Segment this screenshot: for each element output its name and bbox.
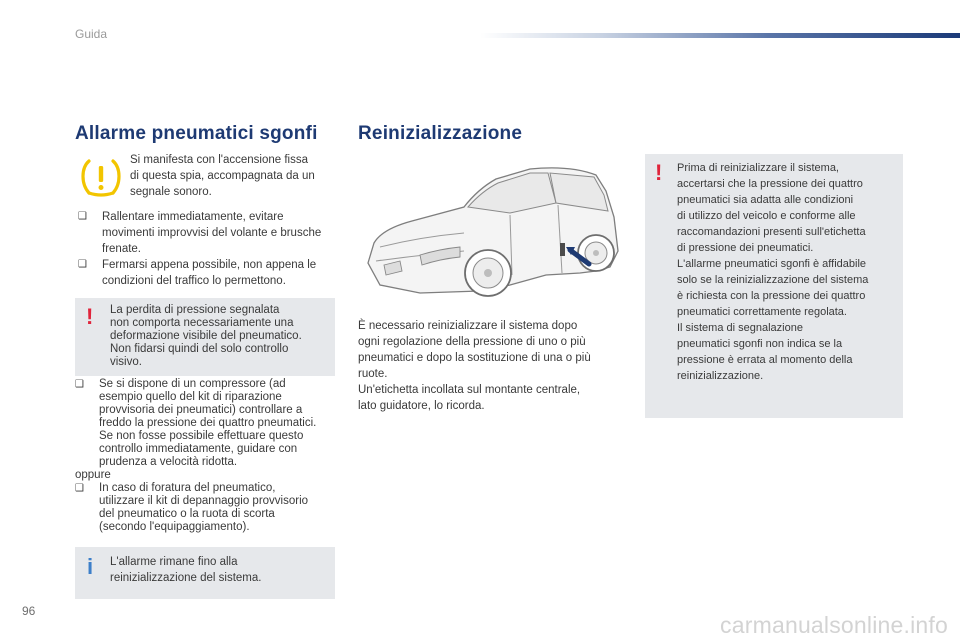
title-allarme: Allarme pneumatici sgonfi bbox=[75, 123, 318, 144]
info-note-text: L'allarme rimane fino alla reinizializzazione del sistema. bbox=[110, 556, 262, 584]
checkbox-bullet-icon: ❑ bbox=[75, 483, 84, 494]
checkbox-bullet-icon: ❑ bbox=[78, 259, 87, 270]
car-illustration bbox=[360, 155, 622, 305]
intro-text: Si manifesta con l'accensione fissa di questa spia, accompagnata da un segnale sonoro. bbox=[130, 154, 315, 198]
title-reinizializzazione: Reinizializzazione bbox=[358, 123, 523, 144]
bullet-list-1 bbox=[78, 209, 340, 289]
exclamation-mark-icon: ! bbox=[86, 304, 94, 329]
list-item: ❑ Rallentare immediatamente, evitare movimenti improvvisi del volante e brusche frenate. bbox=[78, 211, 322, 255]
bullet-list-2 bbox=[75, 378, 340, 534]
checkbox-bullet-icon: ❑ bbox=[75, 379, 84, 390]
list-item: ❑ Se si dispone di un compressore (ad esempio quello del kit di riparazione provvisoria dei pneumatici) controllare a freddo la pressione dei quattro pneumatici. Se non fosse possibile effettuare questo controllo immediatamente, guidare con prudenza a velocità ridotta. bbox=[75, 378, 317, 468]
page-number: 96 bbox=[22, 604, 36, 618]
exclamation-mark-icon: ! bbox=[655, 160, 663, 185]
list-item: ❑ In caso di foratura del pneumatico, utilizzare il kit di depannaggio provvisorio del pneumatico o la ruota di scorta (secondo l'equipaggiamento). bbox=[75, 482, 309, 533]
reset-warning-text: Prima di reinizializzare il sistema, accertarsi che la pressione dei quattro pneumatici sia adatta alle condizioni di utilizzo del veicolo e conforme alle raccomandazioni presenti sull'etichetta di pressione dei pneumatici. L'allarme pneumatici sgonfi è affidabile solo se la reinizializzazione del sistema è richiesta con la pressione dei quattro pneumatici correttamente regolata. Il sistema di segnalazione pneumatici sgonfi non indica se la pressione è errata al momento della reinizializzazione. bbox=[677, 162, 869, 382]
info-icon: i bbox=[87, 554, 94, 579]
oppure-text: oppure bbox=[75, 469, 111, 481]
section-label: Guida bbox=[75, 27, 108, 41]
checkbox-bullet-icon: ❑ bbox=[78, 211, 87, 222]
warning-note-text: La perdita di pressione segnalata non comporta necessariamente una deformazione visibile del pneumatico. Non fidarsi quindi del solo controllo visivo. bbox=[110, 304, 302, 368]
watermark: carmanualsonline.info bbox=[720, 612, 948, 638]
list-item: ❑ Fermarsi appena possibile, non appena le condizioni del traffico lo permettono. bbox=[78, 259, 317, 287]
header-bar bbox=[480, 33, 960, 38]
tyre-pressure-warning-icon bbox=[79, 158, 123, 198]
reset-body-text: È necessario reinizializzare il sistema dopo ogni regolazione della pressione di uno o più pneumatici e dopo la sostituzione di una o più ruote. Un'etichetta incollata sul montante centrale, lato guidatore, lo ricorda. bbox=[358, 320, 591, 412]
